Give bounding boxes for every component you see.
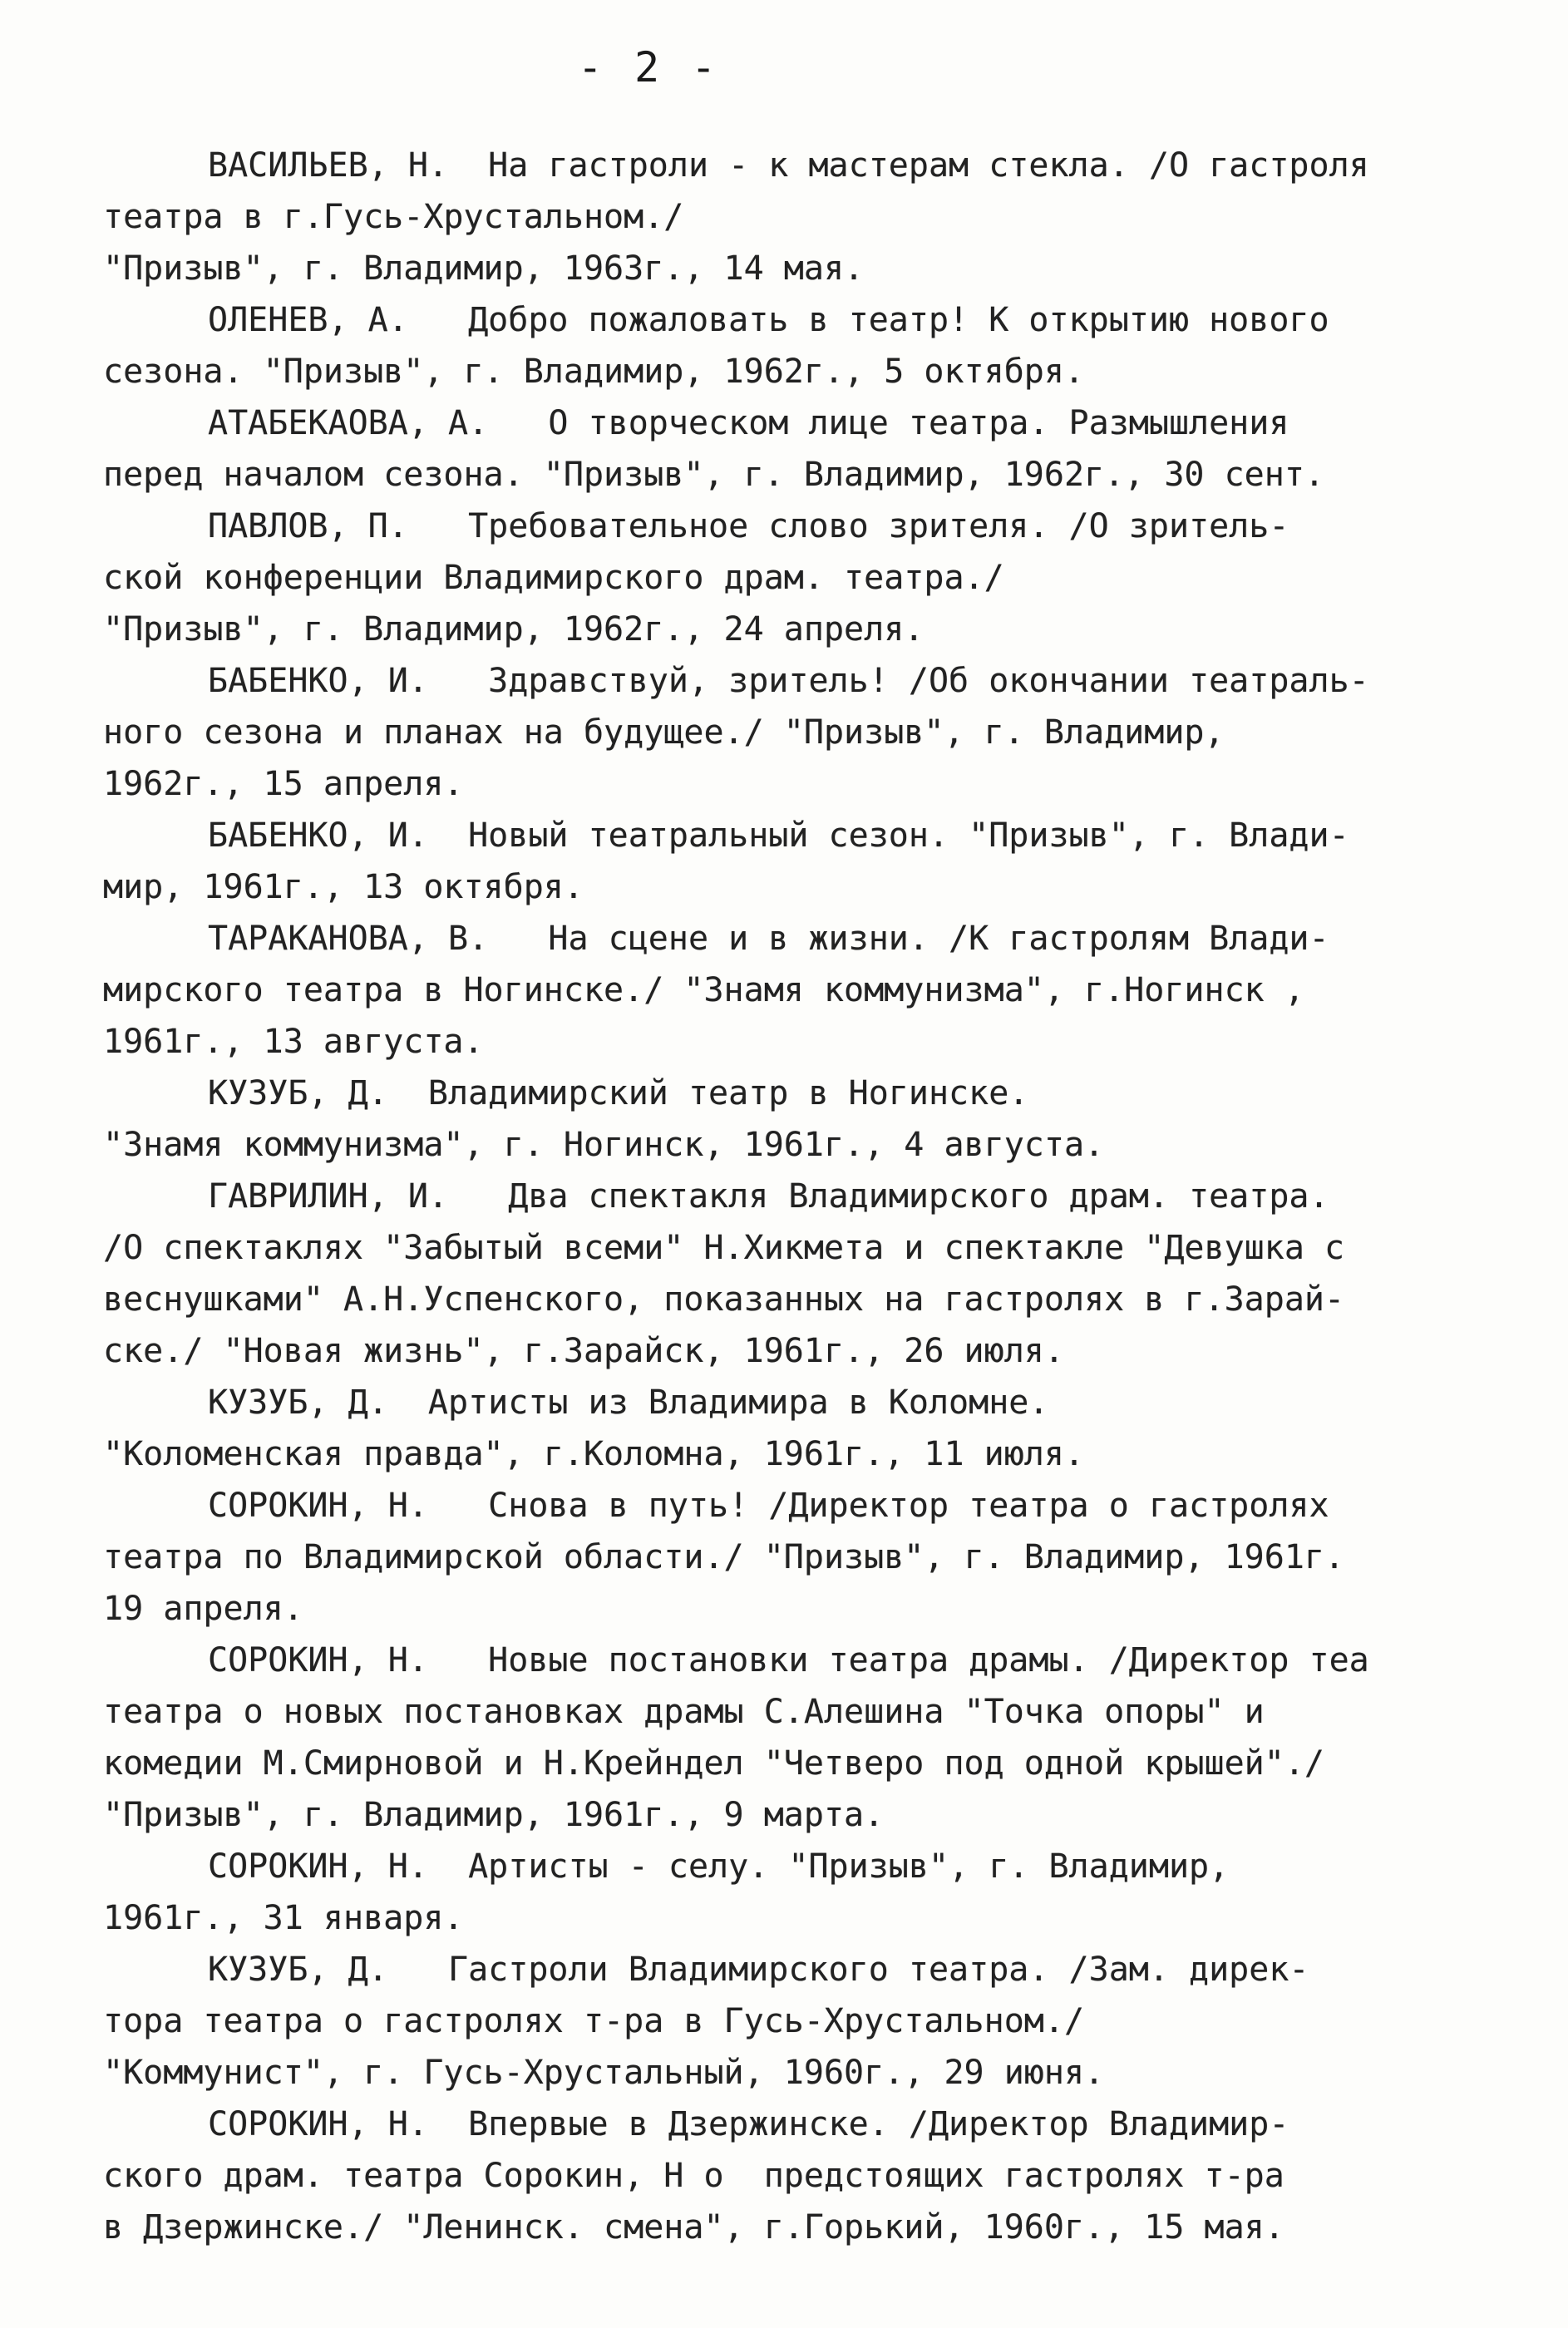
entry-continuation-line: /О спектаклях "Забытый всеми" Н.Хикмета и спектакле "Девушка с: [103, 1229, 1345, 1267]
entry-first-line: КУЗУБ, Д. Владимирский театр в Ногинске.: [208, 1074, 1029, 1112]
entry-continuation-line: комедии М.Смирновой и Н.Крейндел "Четверо под одной крышей"./: [103, 1744, 1325, 1783]
entry-continuation-line: веснушками" А.Н.Успенского, показанных на гастролях в г.Зарай-: [103, 1280, 1345, 1319]
entry-first-line: СОРОКИН, Н. Впервые в Дзержинске. /Директор Владимир-: [208, 2105, 1289, 2143]
entry-first-line: ТАРАКАНОВА, В. На сцене и в жизни. /К гастролям Влади-: [208, 920, 1329, 958]
entry-continuation-line: "Призыв", г. Владимир, 1961г., 9 марта.: [103, 1796, 885, 1834]
entry-continuation-line: 1961г., 31 января.: [103, 1899, 464, 1937]
entry-continuation-line: "Коломенская правда", г.Коломна, 1961г., 11 июля.: [103, 1435, 1085, 1473]
entry-first-line: БАБЕНКО, И. Здравствуй, зритель! /Об окончании театраль-: [208, 662, 1369, 700]
entry-continuation-line: 19 апреля.: [103, 1590, 303, 1628]
entry-continuation-line: театра по Владимирской области./ "Призыв", г. Владимир, 1961г.: [103, 1538, 1345, 1576]
entry-first-line: КУЗУБ, Д. Гастроли Владимирского театра. /Зам. дирек-: [208, 1951, 1309, 1989]
entry-first-line: ГАВРИЛИН, И. Два спектакля Владимирского драм. театра.: [208, 1177, 1329, 1216]
page-number: - 2 -: [577, 43, 720, 91]
entry-continuation-line: ской конференции Владимирского драм. театра./: [103, 559, 1004, 597]
entry-continuation-line: в Дзержинске./ "Ленинск. смена", г.Горький, 1960г., 15 мая.: [103, 2208, 1284, 2247]
entry-continuation-line: тора театра о гастролях т-ра в Гусь-Хрустальном./: [103, 2002, 1085, 2040]
entry-first-line: СОРОКИН, Н. Снова в путь! /Директор театра о гастролях: [208, 1487, 1329, 1525]
entry-continuation-line: перед началом сезона. "Призыв", г. Владимир, 1962г., 30 сент.: [103, 456, 1325, 494]
entry-first-line: ВАСИЛЬЕВ, Н. На гастроли - к мастерам стекла. /О гастроля: [208, 146, 1369, 185]
entry-continuation-line: "Призыв", г. Владимир, 1963г., 14 мая.: [103, 249, 865, 288]
entry-continuation-line: мирского театра в Ногинске./ "Знамя коммунизма", г.Ногинск ,: [103, 971, 1304, 1009]
entry-continuation-line: "Коммунист", г. Гусь-Хрустальный, 1960г., 29 июня.: [103, 2054, 1105, 2092]
entry-first-line: КУЗУБ, Д. Артисты из Владимира в Коломне.: [208, 1383, 1049, 1422]
entry-continuation-line: ске./ "Новая жизнь", г.Зарайск, 1961г., 26 июля.: [103, 1332, 1064, 1370]
entry-continuation-line: 1962г., 15 апреля.: [103, 765, 464, 803]
entry-continuation-line: ского драм. театра Сорокин, Н о предстоящих гастролях т-ра: [103, 2157, 1284, 2195]
entry-continuation-line: ного сезона и планах на будущее./ "Призыв", г. Владимир,: [103, 713, 1225, 752]
entry-continuation-line: "Призыв", г. Владимир, 1962г., 24 апреля.: [103, 610, 925, 649]
entry-first-line: СОРОКИН, Н. Новые постановки театра драмы. /Директор теа: [208, 1641, 1369, 1679]
entry-first-line: БАБЕНКО, И. Новый театральный сезон. "Призыв", г. Влади-: [208, 816, 1349, 855]
entry-first-line: ОЛЕНЕВ, А. Добро пожаловать в театр! К открытию нового: [208, 301, 1329, 339]
entry-continuation-line: сезона. "Призыв", г. Владимир, 1962г., 5 октября.: [103, 353, 1085, 391]
bibliography-text: [103, 140, 1450, 2253]
entry-first-line: ПАВЛОВ, П. Требовательное слово зрителя. /О зритель-: [208, 507, 1289, 545]
entry-continuation-line: "Знамя коммунизма", г. Ногинск, 1961г., 4 августа.: [103, 1126, 1105, 1164]
entry-continuation-line: мир, 1961г., 13 октября.: [103, 868, 584, 906]
entry-first-line: АТАБЕКАОВА, А. О творческом лице театра. Размышления: [208, 404, 1289, 442]
entry-continuation-line: 1961г., 13 августа.: [103, 1023, 484, 1061]
entry-first-line: СОРОКИН, Н. Артисты - селу. "Призыв", г. Владимир,: [208, 1847, 1230, 1886]
entry-continuation-line: театра в г.Гусь-Хрустальном./: [103, 198, 684, 236]
entry-continuation-line: театра о новых постановках драмы С.Алешина "Точка опоры" и: [103, 1693, 1265, 1731]
